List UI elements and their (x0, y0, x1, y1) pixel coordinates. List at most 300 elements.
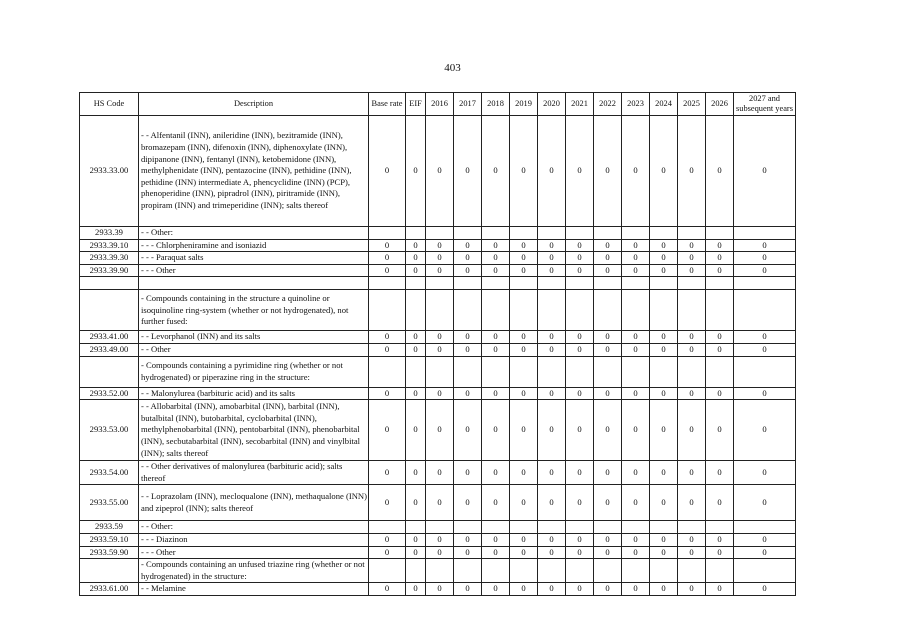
header-2026: 2026 (706, 93, 734, 116)
rate-cell: 0 (454, 485, 482, 521)
table-row (80, 239, 796, 252)
rate-cell (706, 559, 734, 583)
rate-cell: 0 (734, 461, 796, 485)
description-cell: - - Other (139, 343, 369, 356)
rate-cell: 0 (538, 264, 566, 277)
rate-cell: 0 (622, 533, 650, 546)
description-cell (139, 277, 369, 290)
rate-cell: 0 (510, 264, 538, 277)
rate-cell (538, 356, 566, 387)
rate-cell (566, 277, 594, 290)
rate-cell: 0 (622, 461, 650, 485)
rate-cell: 0 (650, 252, 678, 265)
rate-cell: 0 (566, 583, 594, 596)
hs-code-cell: 2933.49.00 (80, 343, 139, 356)
hs-code-cell: 2933.39.10 (80, 239, 139, 252)
rate-cell: 0 (622, 331, 650, 344)
rate-cell (482, 559, 510, 583)
rate-cell: 0 (510, 239, 538, 252)
header-2023: 2023 (622, 93, 650, 116)
hs-code-cell (80, 290, 139, 331)
rate-cell: 0 (566, 116, 594, 227)
rate-cell: 0 (622, 400, 650, 461)
rate-cell: 0 (482, 239, 510, 252)
header-base-rate: Base rate (369, 93, 406, 116)
rate-cell: 0 (734, 252, 796, 265)
description-cell: - - - Diazinon (139, 533, 369, 546)
rate-cell: 0 (594, 400, 622, 461)
rate-cell: 0 (594, 485, 622, 521)
rate-cell: 0 (566, 343, 594, 356)
rate-cell: 0 (426, 387, 454, 400)
rate-cell (594, 227, 622, 240)
rate-cell: 0 (406, 533, 426, 546)
rate-cell (538, 290, 566, 331)
rate-cell: 0 (369, 400, 406, 461)
rate-cell (426, 559, 454, 583)
rate-cell (482, 356, 510, 387)
rate-cell (650, 227, 678, 240)
rate-cell: 0 (706, 239, 734, 252)
rate-cell: 0 (454, 400, 482, 461)
rate-cell (538, 277, 566, 290)
rate-cell (678, 521, 706, 534)
rate-cell: 0 (538, 387, 566, 400)
rate-cell: 0 (510, 387, 538, 400)
rate-cell: 0 (538, 461, 566, 485)
table-row (80, 252, 796, 265)
hs-code-cell: 2933.59.10 (80, 533, 139, 546)
rate-cell: 0 (482, 343, 510, 356)
rate-cell: 0 (406, 343, 426, 356)
rate-cell (482, 290, 510, 331)
header-2025: 2025 (678, 93, 706, 116)
rate-cell: 0 (482, 533, 510, 546)
rate-cell: 0 (406, 461, 426, 485)
table-row (80, 400, 796, 461)
rate-cell: 0 (510, 252, 538, 265)
hs-code-cell: 2933.33.00 (80, 116, 139, 227)
rate-cell (678, 559, 706, 583)
rate-cell: 0 (734, 264, 796, 277)
rate-cell (510, 521, 538, 534)
rate-cell (566, 227, 594, 240)
rate-cell: 0 (678, 239, 706, 252)
rate-cell: 0 (622, 343, 650, 356)
rate-cell (594, 277, 622, 290)
rate-cell (650, 559, 678, 583)
rate-cell: 0 (538, 252, 566, 265)
rate-cell: 0 (594, 461, 622, 485)
rate-cell: 0 (406, 331, 426, 344)
rate-cell: 0 (678, 331, 706, 344)
hs-code-cell: 2933.41.00 (80, 331, 139, 344)
rate-cell: 0 (454, 252, 482, 265)
table-row (80, 356, 796, 387)
rate-cell: 0 (706, 264, 734, 277)
rate-cell: 0 (454, 461, 482, 485)
rate-cell: 0 (510, 583, 538, 596)
rate-cell (369, 227, 406, 240)
rate-cell (510, 290, 538, 331)
rate-cell: 0 (622, 252, 650, 265)
table-row (80, 264, 796, 277)
rate-cell (622, 521, 650, 534)
rate-cell: 0 (426, 400, 454, 461)
rate-cell (426, 277, 454, 290)
rate-cell: 0 (566, 533, 594, 546)
rate-cell: 0 (566, 461, 594, 485)
rate-cell: 0 (406, 252, 426, 265)
rate-cell: 0 (406, 387, 426, 400)
header-row (80, 93, 796, 116)
rate-cell: 0 (650, 461, 678, 485)
rate-cell (406, 521, 426, 534)
header-2024: 2024 (650, 93, 678, 116)
rate-cell (426, 227, 454, 240)
rate-cell (510, 227, 538, 240)
rate-cell: 0 (650, 331, 678, 344)
rate-cell: 0 (369, 252, 406, 265)
rate-cell: 0 (622, 387, 650, 400)
rate-cell: 0 (482, 331, 510, 344)
hs-code-cell: 2933.52.00 (80, 387, 139, 400)
rate-cell (622, 559, 650, 583)
rate-cell (510, 277, 538, 290)
table-row (80, 343, 796, 356)
rate-cell: 0 (454, 116, 482, 227)
description-cell: - - - Paraquat salts (139, 252, 369, 265)
rate-cell (369, 290, 406, 331)
rate-cell: 0 (426, 264, 454, 277)
rate-cell (594, 521, 622, 534)
rate-cell: 0 (510, 116, 538, 227)
rate-cell (482, 227, 510, 240)
rate-cell: 0 (510, 400, 538, 461)
rate-cell: 0 (622, 239, 650, 252)
rate-cell (566, 559, 594, 583)
header-2021: 2021 (566, 93, 594, 116)
rate-cell: 0 (566, 485, 594, 521)
rate-cell: 0 (406, 239, 426, 252)
rate-cell: 0 (734, 583, 796, 596)
rate-cell: 0 (706, 461, 734, 485)
rate-cell (406, 559, 426, 583)
rate-cell: 0 (706, 400, 734, 461)
table-row (80, 331, 796, 344)
rate-cell: 0 (426, 583, 454, 596)
rate-cell: 0 (706, 546, 734, 559)
description-cell: - - - Other (139, 546, 369, 559)
rate-cell: 0 (369, 533, 406, 546)
rate-cell: 0 (426, 116, 454, 227)
rate-cell: 0 (734, 116, 796, 227)
hs-code-cell: 2933.55.00 (80, 485, 139, 521)
rate-cell: 0 (678, 387, 706, 400)
description-cell: - - Malonylurea (barbituric acid) and its salts (139, 387, 369, 400)
rate-cell: 0 (650, 533, 678, 546)
rate-cell: 0 (454, 331, 482, 344)
hs-code-cell: 2933.61.00 (80, 583, 139, 596)
rate-cell (734, 356, 796, 387)
header-eif: EIF (406, 93, 426, 116)
rate-cell (706, 227, 734, 240)
header-description: Description (139, 93, 369, 116)
rate-cell: 0 (369, 239, 406, 252)
rate-cell: 0 (369, 546, 406, 559)
rate-cell: 0 (706, 331, 734, 344)
rate-cell: 0 (510, 461, 538, 485)
header-2019: 2019 (510, 93, 538, 116)
rate-cell: 0 (678, 116, 706, 227)
rate-cell (369, 559, 406, 583)
rate-cell: 0 (482, 485, 510, 521)
description-cell: - - - Other (139, 264, 369, 277)
rate-cell: 0 (594, 546, 622, 559)
rate-cell: 0 (538, 533, 566, 546)
rate-cell (406, 356, 426, 387)
hs-code-cell (80, 277, 139, 290)
rate-cell: 0 (482, 264, 510, 277)
rate-cell: 0 (538, 331, 566, 344)
rate-cell (734, 227, 796, 240)
rate-cell (678, 227, 706, 240)
rate-cell: 0 (482, 252, 510, 265)
rate-cell: 0 (426, 331, 454, 344)
rate-cell: 0 (650, 546, 678, 559)
rate-cell: 0 (482, 400, 510, 461)
rate-cell: 0 (369, 331, 406, 344)
rate-cell: 0 (650, 400, 678, 461)
rate-cell: 0 (454, 583, 482, 596)
description-cell: - - Allobarbital (INN), amobarbital (INN), barbital (INN), butalbital (INN), butobarbital, cyclobarbital (INN), methylphenobarbital (INN), pentobarbital (INN), phenobarbital (INN), secbutabarbital (INN), secobarbital (INN) and vinylbital (INN); salts thereof (139, 400, 369, 461)
rate-cell (706, 521, 734, 534)
description-cell: - - - Chlorpheniramine and isoniazid (139, 239, 369, 252)
rate-cell: 0 (454, 343, 482, 356)
rate-cell: 0 (734, 239, 796, 252)
rate-cell: 0 (426, 485, 454, 521)
description-cell: - - Levorphanol (INN) and its salts (139, 331, 369, 344)
rate-cell: 0 (678, 583, 706, 596)
description-cell: - - Other: (139, 521, 369, 534)
hs-code-cell: 2933.59 (80, 521, 139, 534)
rate-cell: 0 (734, 485, 796, 521)
rate-cell: 0 (706, 116, 734, 227)
rate-cell: 0 (678, 533, 706, 546)
header-2018: 2018 (482, 93, 510, 116)
rate-cell (426, 521, 454, 534)
rate-cell: 0 (454, 533, 482, 546)
rate-cell (734, 559, 796, 583)
rate-cell: 0 (510, 485, 538, 521)
table-row (80, 559, 796, 583)
rate-cell: 0 (369, 583, 406, 596)
rate-cell (594, 559, 622, 583)
rate-cell: 0 (369, 264, 406, 277)
rate-cell: 0 (454, 387, 482, 400)
rate-cell (538, 559, 566, 583)
rate-cell: 0 (594, 331, 622, 344)
rate-cell (369, 277, 406, 290)
rate-cell: 0 (482, 583, 510, 596)
rate-cell: 0 (622, 583, 650, 596)
rate-cell: 0 (594, 264, 622, 277)
rate-cell: 0 (706, 533, 734, 546)
rate-cell: 0 (706, 343, 734, 356)
table-row (80, 485, 796, 521)
description-cell: - - Other: (139, 227, 369, 240)
rate-cell: 0 (594, 116, 622, 227)
hs-code-cell: 2933.53.00 (80, 400, 139, 461)
table-row (80, 583, 796, 596)
rate-cell (538, 521, 566, 534)
header-2016: 2016 (426, 93, 454, 116)
rate-cell: 0 (594, 239, 622, 252)
rate-cell (369, 356, 406, 387)
rate-cell (454, 227, 482, 240)
rate-cell (426, 290, 454, 331)
rate-cell (622, 277, 650, 290)
rate-cell: 0 (369, 461, 406, 485)
rate-cell: 0 (594, 252, 622, 265)
hs-code-cell (80, 356, 139, 387)
rate-cell: 0 (622, 485, 650, 521)
rate-cell: 0 (678, 400, 706, 461)
rate-cell (369, 521, 406, 534)
rate-cell (482, 277, 510, 290)
rate-cell: 0 (622, 546, 650, 559)
rate-cell: 0 (650, 387, 678, 400)
rate-cell: 0 (566, 387, 594, 400)
rate-cell: 0 (594, 533, 622, 546)
rate-cell: 0 (406, 583, 426, 596)
hs-code-cell: 2933.39.90 (80, 264, 139, 277)
rate-cell: 0 (734, 343, 796, 356)
rate-cell: 0 (538, 546, 566, 559)
rate-cell (454, 290, 482, 331)
rate-cell: 0 (678, 546, 706, 559)
rate-cell: 0 (650, 239, 678, 252)
rate-cell (566, 356, 594, 387)
rate-cell (406, 227, 426, 240)
rate-cell: 0 (566, 400, 594, 461)
rate-cell (594, 290, 622, 331)
rate-cell (482, 521, 510, 534)
rate-cell (566, 521, 594, 534)
table-row (80, 461, 796, 485)
rate-cell (706, 356, 734, 387)
rate-cell: 0 (482, 461, 510, 485)
rate-cell: 0 (734, 331, 796, 344)
rate-cell: 0 (426, 239, 454, 252)
rate-cell (734, 521, 796, 534)
header-2020: 2020 (538, 93, 566, 116)
hs-code-cell: 2933.54.00 (80, 461, 139, 485)
rate-cell: 0 (566, 252, 594, 265)
table-row (80, 387, 796, 400)
rate-cell: 0 (566, 331, 594, 344)
rate-cell (650, 277, 678, 290)
rate-cell: 0 (678, 343, 706, 356)
rate-cell: 0 (482, 387, 510, 400)
rate-cell: 0 (594, 583, 622, 596)
rate-cell (706, 277, 734, 290)
description-cell: - Compounds containing an unfused triazine ring (whether or not hydrogenated) in the structure: (139, 559, 369, 583)
rate-cell: 0 (510, 343, 538, 356)
description-cell: - - Melamine (139, 583, 369, 596)
rate-cell: 0 (706, 252, 734, 265)
rate-cell (406, 290, 426, 331)
rate-cell (406, 277, 426, 290)
rate-cell (566, 290, 594, 331)
rate-cell (678, 356, 706, 387)
rate-cell: 0 (538, 583, 566, 596)
description-cell: - Compounds containing in the structure a quinoline or isoquinoline ring-system (whether or not hydrogenated), not further fused: (139, 290, 369, 331)
rate-cell (678, 277, 706, 290)
rate-cell: 0 (369, 343, 406, 356)
rate-cell: 0 (594, 387, 622, 400)
rate-cell: 0 (566, 546, 594, 559)
rate-cell: 0 (454, 546, 482, 559)
rate-cell (594, 356, 622, 387)
hs-code-cell: 2933.59.90 (80, 546, 139, 559)
table-row (80, 277, 796, 290)
rate-cell: 0 (510, 533, 538, 546)
rate-cell (538, 227, 566, 240)
rate-cell: 0 (650, 264, 678, 277)
header-2017: 2017 (454, 93, 482, 116)
rate-cell (454, 356, 482, 387)
rate-cell: 0 (678, 485, 706, 521)
rate-cell: 0 (734, 400, 796, 461)
rate-cell: 0 (734, 533, 796, 546)
rate-cell: 0 (538, 343, 566, 356)
rate-cell: 0 (454, 239, 482, 252)
rate-cell: 0 (650, 116, 678, 227)
hs-code-cell (80, 559, 139, 583)
rate-cell: 0 (454, 264, 482, 277)
rate-cell: 0 (406, 264, 426, 277)
hs-code-cell: 2933.39 (80, 227, 139, 240)
table-row (80, 546, 796, 559)
rate-cell: 0 (706, 387, 734, 400)
rate-cell (650, 290, 678, 331)
rate-cell: 0 (622, 264, 650, 277)
rate-cell: 0 (678, 461, 706, 485)
rate-cell: 0 (706, 485, 734, 521)
description-cell: - - Loprazolam (INN), mecloqualone (INN), methaqualone (INN) and zipeprol (INN); salts thereof (139, 485, 369, 521)
rate-cell: 0 (650, 583, 678, 596)
rate-cell (650, 356, 678, 387)
rate-cell (426, 356, 454, 387)
description-cell: - Compounds containing a pyrimidine ring (whether or not hydrogenated) or piperazine ring in the structure: (139, 356, 369, 387)
rate-cell: 0 (426, 533, 454, 546)
rate-cell: 0 (594, 343, 622, 356)
rate-cell: 0 (369, 116, 406, 227)
rate-cell (734, 277, 796, 290)
rate-cell (510, 356, 538, 387)
description-cell: - - Other derivatives of malonylurea (barbituric acid); salts thereof (139, 461, 369, 485)
rate-cell: 0 (622, 116, 650, 227)
rate-cell (622, 290, 650, 331)
table-row (80, 290, 796, 331)
page-number: 403 (444, 62, 461, 74)
rate-cell: 0 (538, 239, 566, 252)
rate-cell: 0 (678, 252, 706, 265)
table-row (80, 116, 796, 227)
rate-cell: 0 (482, 116, 510, 227)
rate-cell: 0 (426, 461, 454, 485)
